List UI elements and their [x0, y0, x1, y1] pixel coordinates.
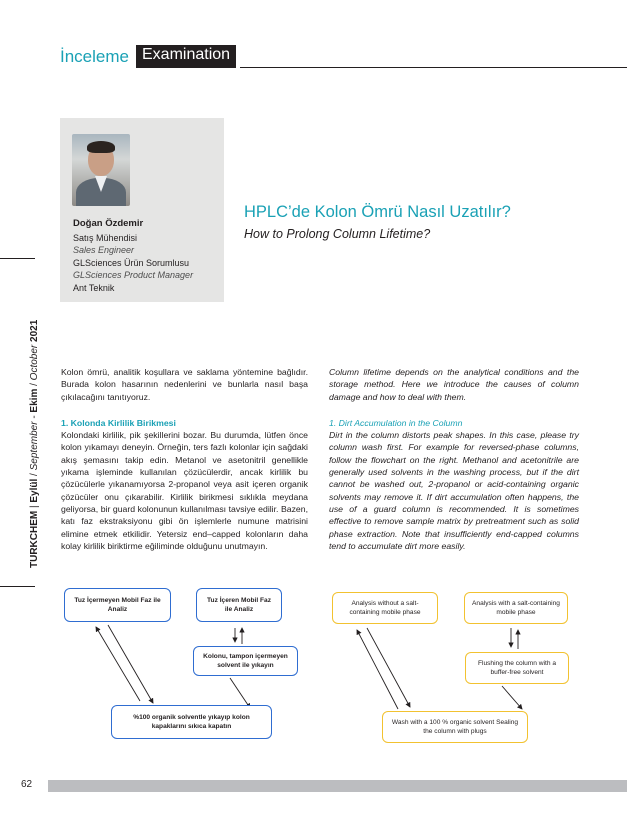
footer-bar [48, 780, 627, 792]
flow-box-salt-tr: Tuz İçeren Mobil Faz ile Analiz [196, 588, 282, 622]
section-heading-en: 1. Dirt Accumulation in the Column [329, 417, 463, 428]
flow-box-wash-tr: %100 organik solventle yıkayıp kolon kapaklarını sıkıca kapatın [111, 705, 272, 739]
flow-box-no-salt-tr: Tuz İçermeyen Mobil Faz ile Analiz [64, 588, 171, 622]
intro-tr: Kolon ömrü, analitik koşullara ve saklama yöntemine bağlıdır. Burada kolon hasarının nedenlerini ve bunlarla nasıl başa çıkılacağını tanıtıyoruz. [61, 367, 308, 402]
article-column-en [329, 366, 579, 552]
article-title-tr: HPLC’de Kolon Ömrü Nasıl Uzatılır? [244, 203, 511, 221]
author-photo [72, 134, 130, 206]
flow-box-salt-en: Analysis with a salt-containing mobile phase [464, 592, 568, 624]
author-role-en: GLSciences Product Manager [73, 270, 194, 280]
magazine-issue-label: TURKCHEM | Eylül / September - Ekim / October 2021 [29, 319, 40, 568]
page-number: 62 [21, 779, 33, 790]
section-label-tr: İnceleme [60, 47, 129, 66]
author-box [60, 118, 224, 302]
section-body-en: Dirt in the column distorts peak shapes. In this case, please try column wash first. For example for reversed-phase columns, follow the flowchart on the right. Methanol and acetonitrile are generally used solvents in the washing process, but if the dirt cannot be washed out, 2-propanol or acid-containing organic solvents may remove it. If dirt accumulation often happens, the use of a guard column is recommended. It is sometimes effective to remove sample matrix by pretreatment such as solid phase extraction. Note that insufficiently end-capped columns tend to accumulate dirt more easily. [329, 430, 579, 551]
flow-box-flush-tr: Kolonu, tampon içermeyen solvent ile yıkayın [193, 646, 298, 676]
margin-rule-bottom [0, 586, 35, 587]
margin-rule-top [0, 258, 35, 259]
author-title-tr: Satış Mühendisi [73, 233, 138, 243]
section-label-en: Examination [136, 45, 236, 68]
section-body-tr: Kolondaki kirlilik, pik şekillerini bozar. Bu durumda, lütfen önce kolon yıkamayı deneyin. Örneğin, ters fazlı kolonlar için sağdaki akış şemasını takip edin. Metanol ve asetonitril genellikle yıkama işleminde kullanılan çözücülerdir, ancak kirlilik bu çözücülerle yıkanamıyorsa 2-propanol veya asit içeren organik çözücüler onu çıkarabilir. Kirlilik birikmesi sıklıkla meydana geliyorsa, bir guard kolonunun kullanılması tavsiye edilir. Bazen, katı faz ekstraksiyonu gibi ön işlemlerle numune matrisini elimine etmek etkilidir. Yetersiz end–capped kolonların daha kolay kirlilik biriktirme eğiliminde olduğunu unutmayın. [61, 430, 308, 551]
intro-en: Column lifetime depends on the analytical conditions and the storage method. Here we introduce the causes of column damage and how to deal with them. [329, 367, 579, 402]
author-title-en: Sales Engineer [73, 245, 135, 255]
author-role-tr: GLSciences Ürün Sorumlusu [73, 258, 190, 268]
section-heading-tr: 1. Kolonda Kirlilik Birikmesi [61, 417, 176, 428]
article-title-en: How to Prolong Column Lifetime? [244, 227, 431, 241]
author-company: Ant Teknik [73, 283, 115, 293]
author-name: Doğan Özdemir [73, 218, 144, 229]
header-rule [240, 67, 627, 68]
article-column-tr [61, 366, 308, 552]
flow-box-no-salt-en: Analysis without a salt-containing mobile phase [332, 592, 438, 624]
flow-box-wash-en: Wash with a 100 % organic solvent Sealing the column with plugs [382, 711, 528, 743]
flow-box-flush-en: Flushing the column with a buffer-free solvent [465, 652, 569, 684]
